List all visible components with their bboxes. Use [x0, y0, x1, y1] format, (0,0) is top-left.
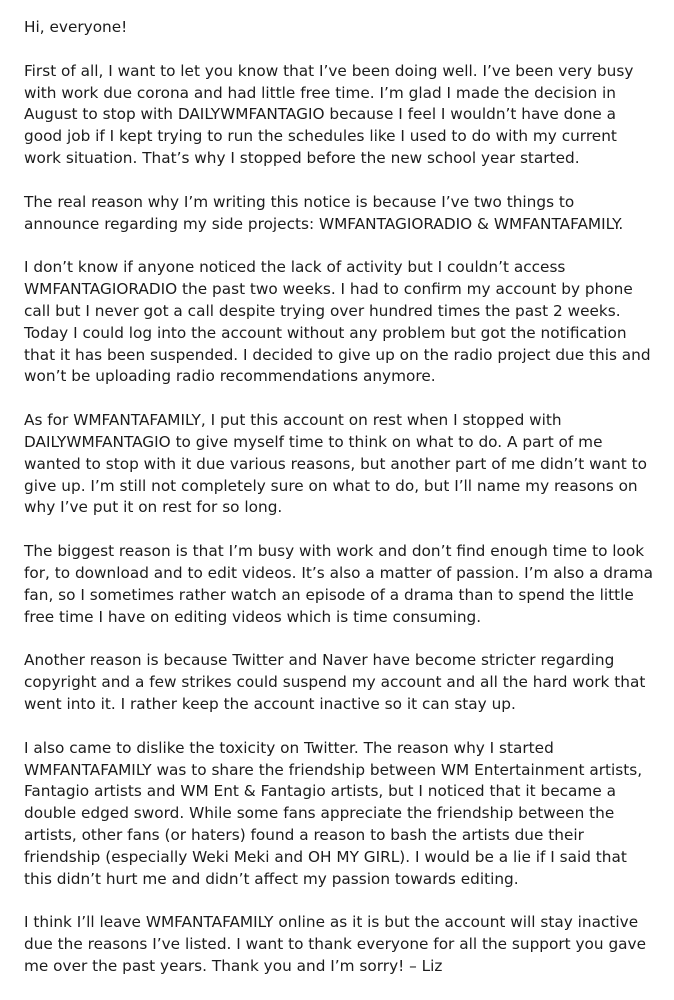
greeting: Hi, everyone! — [24, 18, 128, 36]
paragraph-update: First of all, I want to let you know that I’ve been doing well. I’ve been very busy with work due corona and had little free time. I’m glad I made the decision in August to stop with DAILYWMFANTAGIO because I feel I wouldn’t have done a good job if I kept trying to run the schedules like I used to do with my current work situation. That’s why I stopped before the new school year started. — [24, 61, 634, 167]
paragraph-radio: I don’t know if anyone noticed the lack of activity but I couldn’t access WMFANTAGIORADIO the past two weeks. I had to confirm my account by phone call but I never got a call despite trying over hundred times the past 2 weeks. Today I could log into the account without any problem but got the notification that it has been suspended. I decided to give up on the radio project due this and won’t be uploading radio recommendations anymore. — [24, 258, 651, 386]
paragraph-reason-copyright: Another reason is because Twitter and Naver have become stricter regarding copyright and a few strikes could suspend my account and all the hard work that went into it. I rather keep the account inactive so it can stay up. — [24, 651, 646, 713]
notice-document — [24, 17, 654, 1000]
paragraph-announcement: The real reason why I’m writing this notice is because I’ve two things to announce regarding my side projects: WMFANTAGIORADIO & WMFANTAFAMILY. — [24, 192, 624, 233]
paragraph-closing: I think I’ll leave WMFANTAFAMILY online as it is but the account will stay inactive due the reasons I’ve listed. I want to thank everyone for all the support you gave me over the past years. Thank you and I’m sorry! – Liz — [24, 913, 647, 975]
paragraph-reason-toxicity: I also came to dislike the toxicity on Twitter. The reason why I started WMFANTAFAMILY was to share the friendship between WM Entertainment artists, Fantagio artists and WM Ent & Fantagio artists, but I noticed that it became a double edged sword. While some fans appreciate the friendship between the artists, other fans (or haters) found a reason to bash the artists due their friendship (especially Weki Meki and OH MY GIRL). I would be a lie if I said that this didn’t hurt me and didn’t affect my passion towards editing. — [24, 738, 643, 888]
paragraph-reason-work: The biggest reason is that I’m busy with work and don’t find enough time to look for, to download and to edit videos. It’s also a matter of passion. I’m also a drama fan, so I sometimes rather watch an episode of a drama than to spend the little free time I have on editing videos which is time consuming. — [24, 542, 653, 626]
paragraph-family-rest: As for WMFANTAFAMILY, I put this account on rest when I stopped with DAILYWMFANTAGIO to give myself time to think on what to do. A part of me wanted to stop with it due various reasons, but another part of me didn’t want to give up. I’m still not completely sure on what to do, but I’ll name my reasons on why I’ve put it on rest for so long. — [24, 411, 647, 517]
